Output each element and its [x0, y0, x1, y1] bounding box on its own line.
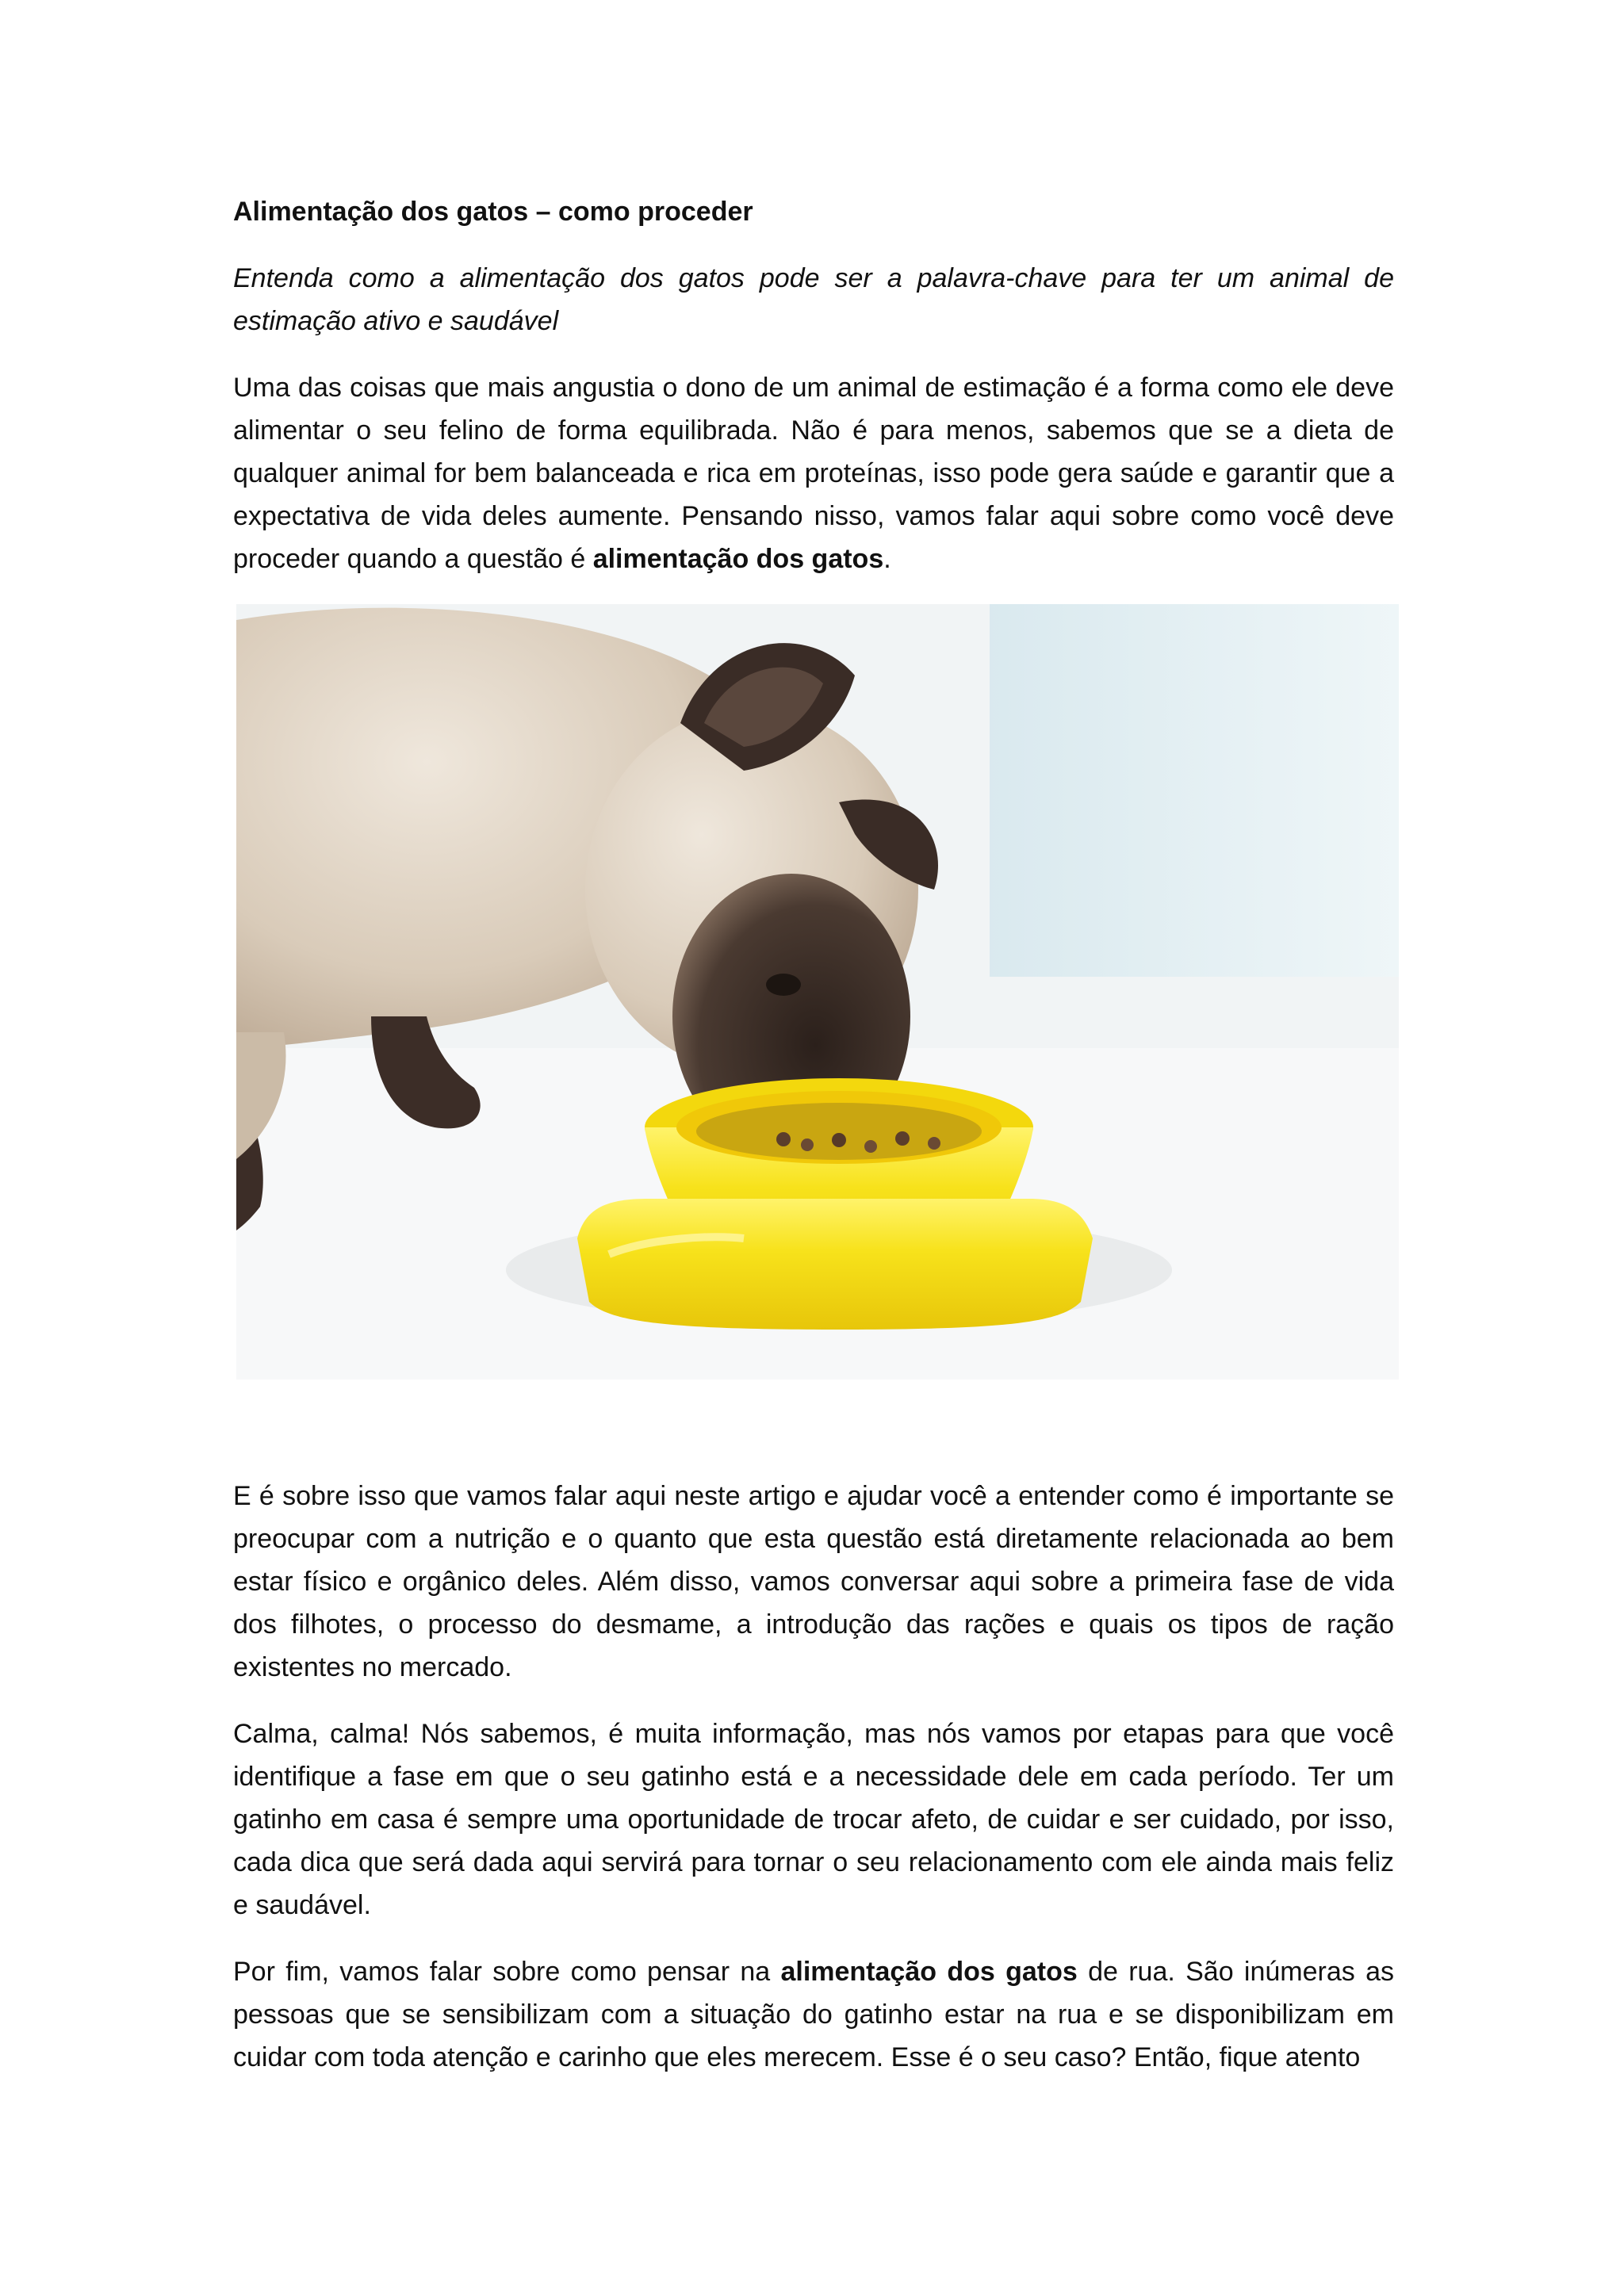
paragraph-intro-text: Uma das coisas que mais angustia o dono de um animal de estimação é a forma como ele deve alimentar o seu felino de forma equilibrada. Não é para menos, sabemos que se a dieta de qualquer animal for bem balanceada e rica em proteínas, isso pode gera saúde e garantir que a expectativa de vida deles aumente. Pensando nisso, vamos falar aqui sobre como você deve proceder quando a questão é [233, 373, 1394, 574]
siamese-cat-eating-photo-icon [236, 604, 1399, 1380]
article-title: Alimentação dos gatos – como proceder [233, 197, 753, 227]
document-page [233, 190, 1394, 2103]
paragraph-intro [233, 366, 1394, 580]
paragraph-intro-end: . [883, 544, 891, 574]
paragraph-4-text: Por fim, vamos falar sobre como pensar na [233, 1957, 781, 1987]
paragraph-2: E é sobre isso que vamos falar aqui neste artigo e ajudar você a entender como é importante se preocupar com a nutrição e o quanto que esta questão está diretamente relacionada ao bem estar físico e orgânico deles. Além disso, vamos conversar aqui sobre a primeira fase de vida dos filhotes, o processo do desmame, a introdução das rações e quais os tipos de ração existentes no mercado. [233, 1481, 1394, 1682]
paragraph-4 [233, 1950, 1394, 2079]
article-subtitle: Entenda como a alimentação dos gatos pode ser a palavra-chave para ter um animal de estimação ativo e saudável [233, 263, 1394, 336]
paragraph-3: Calma, calma! Nós sabemos, é muita informação, mas nós vamos por etapas para que você identifique a fase em que o seu gatinho está e a necessidade dele em cada período. Ter um gatinho em casa é sempre uma oportunidade de trocar afeto, de cuidar e ser cuidado, por isso, cada dica que será dada aqui servirá para tornar o seu relacionamento com ele ainda mais feliz e saudável. [233, 1719, 1394, 1920]
keyword-bold-2: alimentação dos gatos [780, 1957, 1078, 1987]
keyword-bold: alimentação dos gatos [592, 544, 884, 574]
cat-eating-photo [236, 604, 1399, 1380]
paragraph-4-end: de rua. São inúmeras as pessoas que se sensibilizam com a situação do gatinho estar na rua e se disponibilizam em cuidar com toda atenção e carinho que eles merecem. Esse é o seu caso? Então, fique atento [233, 1957, 1394, 2072]
